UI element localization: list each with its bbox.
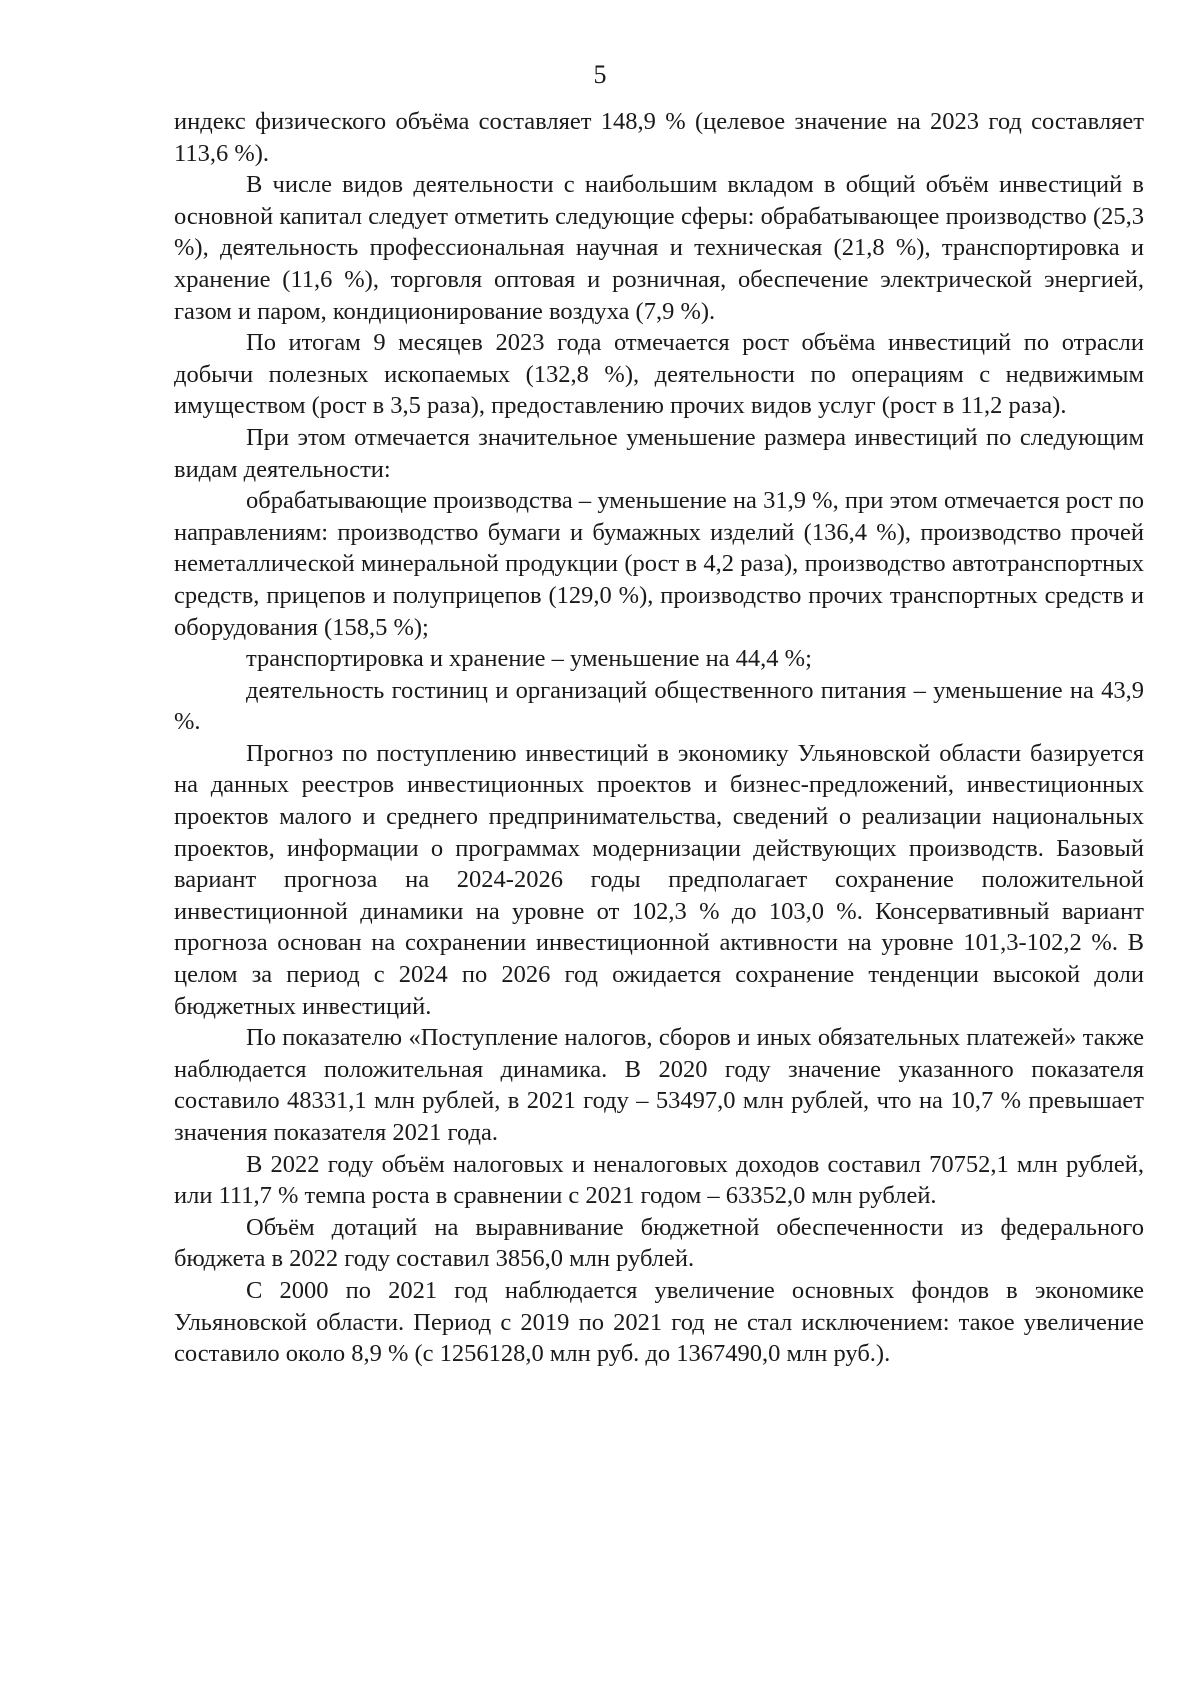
paragraph: В 2022 году объём налоговых и неналоговых доходов составил 70752,1 млн рублей, или 111,7 % темпа роста в сравнении с 2021 годом – 63352,0 млн рублей. [174, 1150, 1144, 1210]
paragraph: Прогноз по поступлению инвестиций в экономику Ульяновской области базируется на данных реестров инвестиционных проектов и бизнес-предложений, инвестиционных проектов малого и среднего предпринимательства, сведений о реализации национальных проектов, информации о программах модернизации действующих производств. Базовый вариант прогноза на 2024-2026 годы предполагает сохранение положительной инвестиционной динамики на уровне от 102,3 % до 103,0 %. Консервативный вариант прогноза основан на сохранении инвестиционной активности на уровне 101,3-102,2 %. В целом за период с 2024 по 2026 год ожидается сохранение тенденции высокой доли бюджетных инвестиций. [174, 739, 1144, 1020]
document-body [174, 106, 1144, 1370]
list-item: транспортировка и хранение – уменьшение на 44,4 %; [246, 645, 812, 673]
paragraph-continued: индекс физического объёма составляет 148,9 % (целевое значение на 2023 год составляет 113,6 %). [174, 108, 1144, 167]
paragraph: При этом отмечается значительное уменьшение размера инвестиций по следующим видам деятельности: [174, 423, 1144, 483]
list-item: обрабатывающие производства – уменьшение на 31,9 %, при этом отмечается рост по направлениям: производство бумаги и бумажных изделий (136,4 %), производство прочей неметаллической минеральной продукции (рост в 4,2 раза), производство автотранспортных средств, прицепов и полуприцепов (129,0 %), производство прочих транспортных средств и оборудования (158,5 %); [174, 487, 1144, 641]
paragraph: По показателю «Поступление налогов, сборов и иных обязательных платежей» также наблюдается положительная динамика. В 2020 году значение указанного показателя составило 48331,1 млн рублей, в 2021 году – 53497,0 млн рублей, что на 10,7 % превышает значения показателя 2021 года. [174, 1024, 1144, 1146]
page-number: 5 [593, 60, 607, 89]
paragraph: С 2000 по 2021 год наблюдается увеличение основных фондов в экономике Ульяновской области. Период с 2019 по 2021 год не стал исключением: такое увеличение составило около 8,9 % (с 1256128,0 млн руб. до 1367490,0 млн руб.). [174, 1276, 1144, 1368]
paragraph: В числе видов деятельности с наибольшим вкладом в общий объём инвестиций в основной капитал следует отметить следующие сферы: обрабатывающее производство (25,3 %), деятельность профессиональная научная и техническая (21,8 %), транспортировка и хранение (11,6 %), торговля оптовая и розничная, обеспечение электрической энергией, газом и паром, кондиционирование воздуха (7,9 %). [174, 171, 1144, 325]
paragraph: Объём дотаций на выравнивание бюджетной обеспеченности из федерального бюджета в 2022 году составил 3856,0 млн рублей. [174, 1213, 1144, 1273]
list-item: деятельность гостиниц и организаций общественного питания – уменьшение на 43,9 %. [174, 676, 1144, 736]
paragraph: По итогам 9 месяцев 2023 года отмечается рост объёма инвестиций по отрасли добычи полезных ископаемых (132,8 %), деятельности по операциям с недвижимым имуществом (рост в 3,5 раза), предоставлению прочих видов услуг (рост в 11,2 раза). [174, 329, 1144, 420]
